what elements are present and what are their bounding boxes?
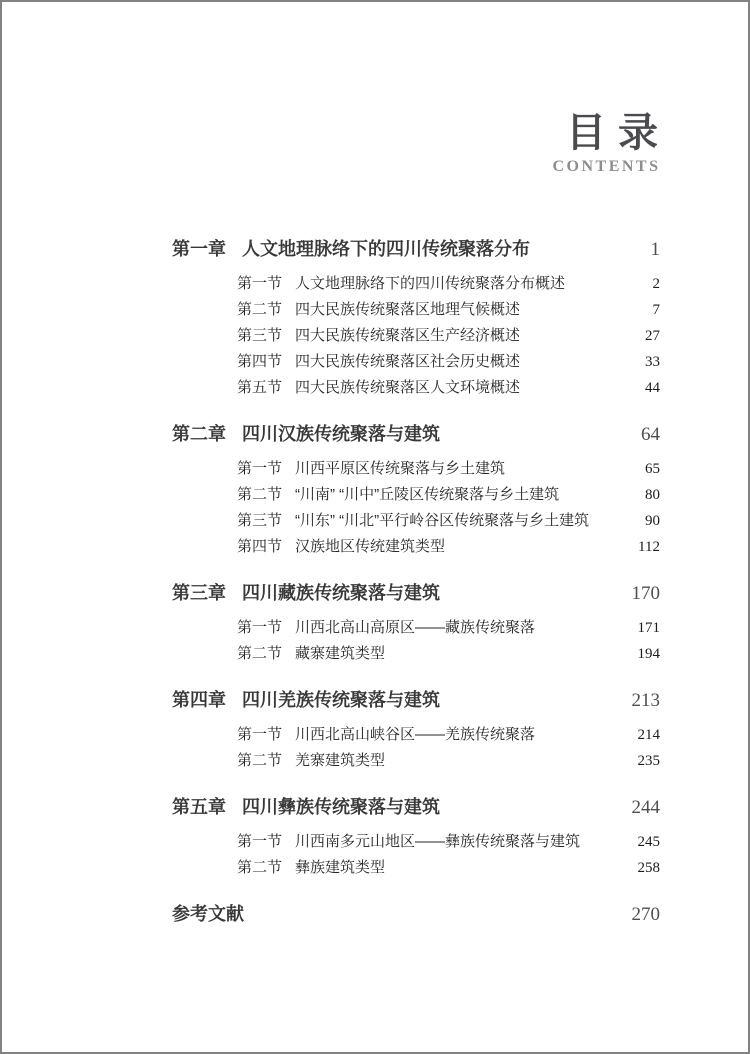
toc-section-row — [172, 753, 660, 769]
section-label: 第一节 — [237, 833, 283, 850]
chapter-label: 第五章 — [172, 797, 226, 817]
references-title: 参考文献 — [172, 904, 244, 924]
section-label: 第三节 — [237, 327, 283, 344]
section-label: 第四节 — [237, 353, 283, 370]
section-title: 四大民族传统聚落区生产经济概述 — [295, 327, 521, 344]
chapter-title: 人文地理脉络下的四川传统聚落分布 — [242, 239, 530, 259]
section-title: 汉族地区传统建筑类型 — [295, 538, 446, 555]
section-title: 人文地理脉络下的四川传统聚落分布概述 — [295, 275, 566, 292]
chapter-label: 第一章 — [172, 239, 226, 259]
section-title: 四大民族传统聚落区社会历史概述 — [295, 353, 521, 370]
section-page-number: 27 — [645, 328, 660, 344]
section-page-number: 235 — [637, 753, 660, 769]
section-label: 第二节 — [237, 301, 283, 318]
toc-chapter — [172, 424, 660, 565]
chapter-title: 四川彝族传统聚落与建筑 — [242, 797, 440, 817]
chapter-page-number: 64 — [641, 424, 660, 445]
section-title: 藏寨建筑类型 — [295, 645, 386, 662]
section-title: 四大民族传统聚落区人文环境概述 — [295, 379, 521, 396]
chapter-title: 四川羌族传统聚落与建筑 — [242, 690, 440, 710]
section-label: 第一节 — [237, 619, 283, 636]
section-page-number: 44 — [645, 380, 660, 396]
chapter-label: 第四章 — [172, 690, 226, 710]
toc-section-row — [172, 461, 660, 477]
section-page-number: 194 — [637, 646, 660, 662]
section-page-number: 171 — [637, 620, 660, 636]
chapter-title: 四川汉族传统聚落与建筑 — [242, 424, 440, 444]
toc-section-row — [172, 487, 660, 503]
toc-chapter — [172, 797, 660, 886]
section-title: 川西北高山峡谷区——羌族传统聚落 — [295, 726, 536, 743]
section-label: 第四节 — [237, 538, 283, 555]
section-title: 羌寨建筑类型 — [295, 752, 386, 769]
section-page-number: 245 — [637, 834, 660, 850]
toc-chapter-row — [172, 424, 660, 445]
section-title: “川东” “川北”平行岭谷区传统聚落与乡土建筑 — [295, 512, 590, 529]
references-page-number: 270 — [631, 904, 660, 925]
section-label: 第二节 — [237, 859, 283, 876]
section-title: 川西平原区传统聚落与乡土建筑 — [295, 460, 506, 477]
page-title-block — [552, 110, 670, 176]
section-title: 川西北高山高原区——藏族传统聚落 — [295, 619, 536, 636]
toc-section-row — [172, 276, 660, 292]
toc-section-row — [172, 646, 660, 662]
section-label: 第二节 — [237, 752, 283, 769]
chapter-page-number: 170 — [631, 583, 660, 604]
page-title: 目录 — [566, 111, 670, 155]
toc-references-row — [172, 904, 660, 925]
section-label: 第二节 — [237, 486, 283, 503]
section-label: 第一节 — [237, 726, 283, 743]
page-subtitle: CONTENTS — [552, 158, 661, 175]
toc-section-row — [172, 727, 660, 743]
toc-chapter-row — [172, 583, 660, 604]
toc-section-row — [172, 302, 660, 318]
chapter-page-number: 244 — [631, 797, 660, 818]
chapter-label: 第三章 — [172, 583, 226, 603]
chapter-page-number: 213 — [631, 690, 660, 711]
toc-section-row — [172, 354, 660, 370]
chapter-page-number: 1 — [650, 239, 660, 260]
section-page-number: 65 — [645, 461, 660, 477]
section-page-number: 112 — [638, 539, 660, 555]
section-page-number: 80 — [645, 487, 660, 503]
section-page-number: 90 — [645, 513, 660, 529]
toc-chapter-row — [172, 797, 660, 818]
toc-section-row — [172, 834, 660, 850]
toc-section-row — [172, 380, 660, 396]
toc-chapter — [172, 239, 660, 406]
toc-section-row — [172, 620, 660, 636]
table-of-contents — [172, 239, 660, 925]
section-page-number: 214 — [637, 727, 660, 743]
section-label: 第五节 — [237, 379, 283, 396]
section-title: 彝族建筑类型 — [295, 859, 386, 876]
section-title: 四大民族传统聚落区地理气候概述 — [295, 301, 521, 318]
toc-chapter — [172, 583, 660, 672]
section-label: 第三节 — [237, 512, 283, 529]
section-page-number: 2 — [652, 276, 660, 292]
section-label: 第一节 — [237, 460, 283, 477]
section-label: 第一节 — [237, 275, 283, 292]
toc-section-row — [172, 860, 660, 876]
section-page-number: 258 — [637, 860, 660, 876]
chapter-title: 四川藏族传统聚落与建筑 — [242, 583, 440, 603]
section-title: “川南” “川中”丘陵区传统聚落与乡土建筑 — [295, 486, 560, 503]
section-page-number: 7 — [652, 302, 660, 318]
toc-section-row — [172, 513, 660, 529]
section-title: 川西南多元山地区——彝族传统聚落与建筑 — [295, 833, 581, 850]
toc-chapter-row — [172, 690, 660, 711]
section-label: 第二节 — [237, 645, 283, 662]
chapter-label: 第二章 — [172, 424, 226, 444]
section-page-number: 33 — [645, 354, 660, 370]
toc-section-row — [172, 539, 660, 555]
toc-section-row — [172, 328, 660, 344]
toc-chapter — [172, 690, 660, 779]
toc-chapter-row — [172, 239, 660, 260]
